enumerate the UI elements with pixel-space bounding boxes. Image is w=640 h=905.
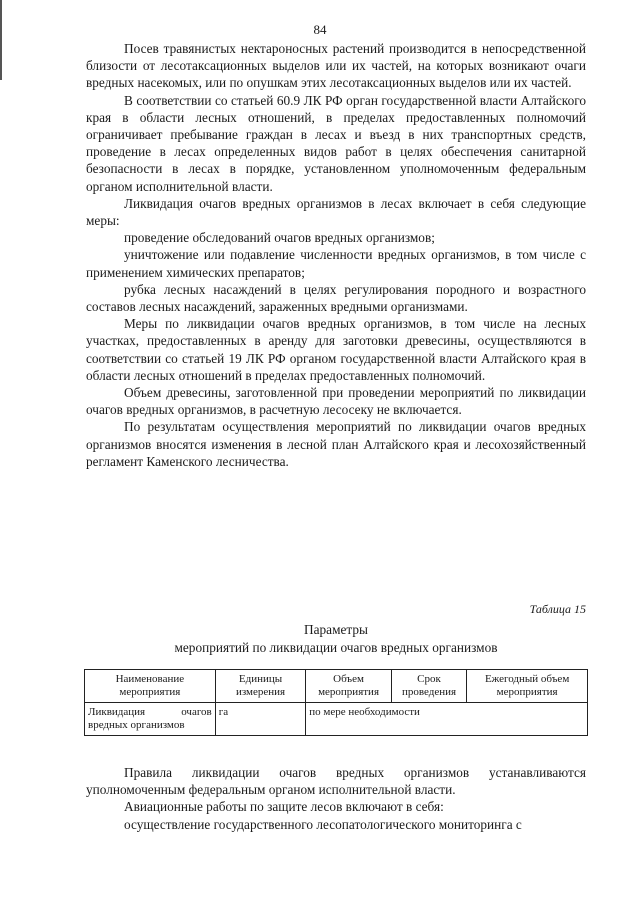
header-unit: Единицы измерения — [215, 670, 306, 703]
list-item: уничтожение или подавление численности вредных организмов, в том числе с применением химических препаратов; — [86, 247, 586, 280]
header-term: Срок проведения — [391, 670, 466, 703]
paragraph: Объем древесины, заготовленной при проведении мероприятий по ликвидации очагов вредных организмов, в расчетную лесосеку не включается. — [86, 385, 586, 418]
paragraph: осуществление государственного лесопатологического мониторинга с — [124, 816, 522, 832]
cell-unit: га — [215, 703, 306, 736]
cell-name: Ликвидация очагов вредных организмов — [85, 703, 216, 736]
header-annual: Ежегодный объем мероприятия — [467, 670, 588, 703]
paragraph: В соответствии со статьей 60.9 ЛК РФ орган государственной власти Алтайского края в области лесных отношений, в пределах предоставленных полномочий ограничивает пребывание граждан в лесах и въезд в них транспортных средств, проведение в лесах определенных видов работ в целях обеспечения санитарной безопасности в лесах в порядке, установленном уполномоченным федеральным органом исполнительной власти. — [86, 92, 586, 194]
main-text — [86, 40, 586, 470]
header-name: Наименование мероприятия — [85, 670, 216, 703]
parameters-table — [84, 669, 588, 736]
paragraph: Ликвидация очагов вредных организмов в лесах включает в себя следующие меры: — [86, 195, 586, 229]
table-title-line: Параметры — [304, 622, 368, 637]
page-edge-mark — [0, 0, 2, 80]
paragraph: Правила ликвидации очагов вредных организмов устанавливаются уполномоченным федеральным органом исполнительной власти. — [86, 765, 586, 798]
paragraph: Посев травянистых нектароносных растений производится в непосредственной близости от лесотаксационных выделов или их частей, на которых возникают очаги вредных насекомых, или по опушкам этих лесотаксационных выделов или их частей. — [86, 41, 586, 91]
table-header-row — [85, 670, 588, 703]
page-number: 84 — [313, 22, 327, 37]
header-volume: Объем мероприятия — [306, 670, 392, 703]
list-item: рубка лесных насаждений в целях регулирования породного и возрастного составов лесных насаждений, зараженных вредными организмами. — [86, 281, 586, 315]
paragraph: Авиационные работы по защите лесов включают в себя: — [124, 799, 444, 815]
table-title — [86, 621, 586, 657]
paragraph: По результатам осуществления мероприятий по ликвидации очагов вредных организмов вносятся изменения в лесной план Алтайского края и лесохозяйственный регламент Каменского лесничества. — [86, 419, 586, 469]
continuation-text — [86, 764, 586, 833]
paragraph: Меры по ликвидации очагов вредных организмов, в том числе на лесных участках, предоставленных в аренду для заготовки древесины, осуществляются в соответствии со статьей 19 ЛК РФ органом государственной власти Алтайского края в области лесных отношений в пределах предоставленных полномочий. — [86, 316, 586, 383]
table-subtitle-line: мероприятий по ликвидации очагов вредных организмов — [174, 640, 498, 655]
list-item: проведение обследований очагов вредных организмов; — [124, 230, 435, 246]
table-label: Таблица 15 — [529, 602, 586, 616]
table-caption — [86, 602, 586, 657]
cell-volume: по мере необходимости — [306, 703, 588, 736]
table-row — [85, 703, 588, 736]
